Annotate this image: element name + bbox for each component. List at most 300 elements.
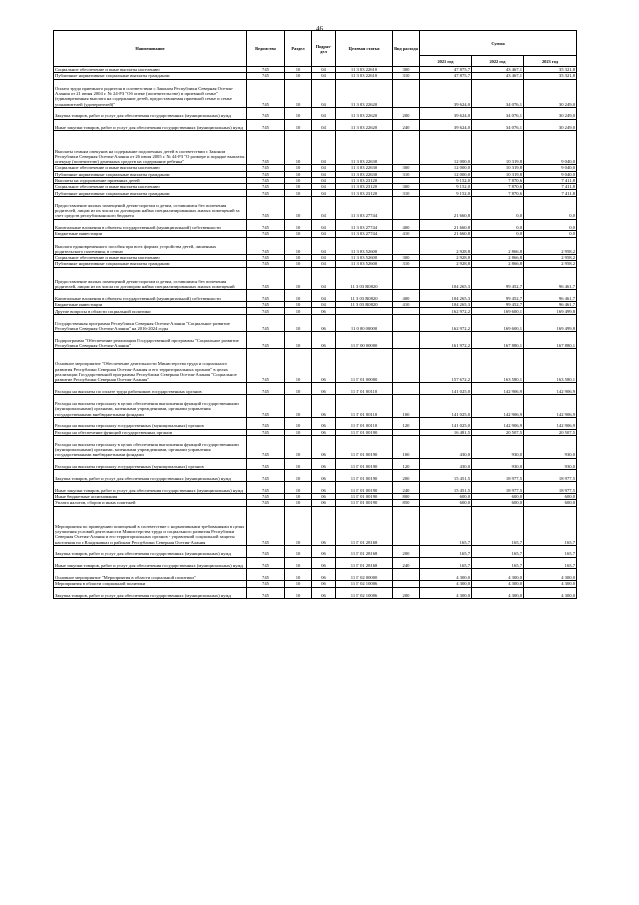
row-target-article: 11 Г 01 00000 — [336, 349, 393, 383]
row-razdel: 10 — [285, 581, 312, 587]
row-razdel: 10 — [285, 429, 312, 435]
table-row — [54, 332, 577, 349]
row-sum-2021: 141 025,0 — [420, 383, 472, 395]
row-vedomstvo: 745 — [247, 506, 285, 545]
row-razdel: 10 — [285, 231, 312, 237]
row-podrazdel: 06 — [312, 470, 336, 482]
row-target-article: 11 3 03 27744 — [336, 196, 393, 219]
row-target-article: 11 Г 01 00190 — [336, 458, 393, 470]
row-podrazdel: 04 — [312, 67, 336, 73]
row-target-article: 11 Г 01 00190 — [336, 435, 393, 458]
row-expense-type — [393, 131, 420, 165]
row-sum-2022: 142 906,9 — [472, 383, 524, 395]
row-sum-2021: 39 624,0 — [420, 119, 472, 131]
row-sum-2021: 161 972,2 — [420, 332, 472, 349]
row-razdel: 10 — [285, 383, 312, 395]
row-podrazdel: 06 — [312, 349, 336, 383]
row-name: Публичные нормативные социальные выплаты гражданам — [54, 73, 247, 79]
row-target-article: 11 3 03 52600 — [336, 237, 393, 254]
row-sum-2021: 157 672,2 — [420, 349, 472, 383]
row-target-article: 11 Г 01 00190 — [336, 429, 393, 435]
row-sum-2021: 104 265,3 — [420, 267, 472, 290]
row-expense-type — [393, 237, 420, 254]
row-sum-2021: 165,7 — [420, 506, 472, 545]
row-sum-2021: 430,0 — [420, 458, 472, 470]
row-expense-type: 310 — [393, 73, 420, 79]
row-podrazdel: 06 — [312, 557, 336, 569]
row-sum-2021: 165,7 — [420, 545, 472, 557]
row-podrazdel: 06 — [312, 569, 336, 581]
row-sum-2023: 0,0 — [524, 196, 577, 219]
row-vedomstvo: 745 — [247, 500, 285, 506]
row-expense-type — [393, 79, 420, 107]
row-vedomstvo: 745 — [247, 261, 285, 267]
row-sum-2021: 141 025,0 — [420, 394, 472, 417]
row-sum-2022: 10 319,8 — [472, 165, 524, 171]
row-target-article: 11 3 03 22610 — [336, 67, 393, 73]
row-expense-type — [393, 332, 420, 349]
row-expense-type: 300 — [393, 67, 420, 73]
row-name: Закупка товаров, работ и услуг для обеспечения государственных (муниципальных) нужд — [54, 587, 247, 599]
row-target-article: 11 3 03 22630 — [336, 171, 393, 177]
row-razdel: 10 — [285, 196, 312, 219]
row-razdel: 10 — [285, 587, 312, 599]
row-podrazdel: 04 — [312, 73, 336, 79]
row-name: Капитальные вложения в объекты государственной (муниципальной) собственности — [54, 219, 247, 231]
row-sum-2021: 12 000,0 — [420, 171, 472, 177]
row-expense-type: 120 — [393, 458, 420, 470]
table-row — [54, 587, 577, 599]
row-podrazdel: 04 — [312, 131, 336, 165]
row-sum-2021: 39 624,0 — [420, 79, 472, 107]
row-target-article: 11 3 03 23120 — [336, 184, 393, 190]
row-target-article: 11 Г 01 00110 — [336, 394, 393, 417]
row-target-article: 11 Г 01 00110 — [336, 417, 393, 429]
header-podrazdel: Подраз-дел — [312, 31, 336, 67]
row-sum-2022: 43 467,1 — [472, 73, 524, 79]
row-vedomstvo: 745 — [247, 196, 285, 219]
row-razdel: 10 — [285, 506, 312, 545]
row-vedomstvo: 745 — [247, 184, 285, 190]
row-name: Другие вопросы в области социальной политики — [54, 308, 247, 314]
row-podrazdel: 04 — [312, 261, 336, 267]
table-row — [54, 458, 577, 470]
row-name: Мероприятия в области социальной политики — [54, 581, 247, 587]
table-row — [54, 417, 577, 429]
row-name: Публичные нормативные социальные выплаты гражданам — [54, 261, 247, 267]
row-podrazdel: 06 — [312, 482, 336, 494]
header-razdel: Раздел — [285, 31, 312, 67]
row-expense-type: 850 — [393, 500, 420, 506]
row-razdel: 10 — [285, 79, 312, 107]
row-podrazdel: 04 — [312, 119, 336, 131]
row-sum-2022: 2 866,8 — [472, 237, 524, 254]
row-name: Мероприятия по приведению помещений в соответствие с нормативными требованиями в целях улучшения условий деятельности Министерства труда и социального развития Республики Северная Осетия-Алания и его территориальных органов - управлений социальной защиты населения по г.Владикавказ и районам Республики Северная Осетия-Алания — [54, 506, 247, 545]
row-vedomstvo: 745 — [247, 67, 285, 73]
row-vedomstvo: 745 — [247, 165, 285, 171]
row-expense-type — [393, 506, 420, 545]
row-sum-2023: 930,0 — [524, 435, 577, 458]
row-vedomstvo: 745 — [247, 581, 285, 587]
row-razdel: 10 — [285, 308, 312, 314]
row-sum-2022: 34 076,1 — [472, 119, 524, 131]
row-vedomstvo: 745 — [247, 569, 285, 581]
row-target-article: 11 3 03 R0820 — [336, 302, 393, 308]
row-razdel: 10 — [285, 171, 312, 177]
row-vedomstvo: 745 — [247, 190, 285, 196]
row-vedomstvo: 745 — [247, 119, 285, 131]
row-sum-2021: 12 000,0 — [420, 131, 472, 165]
row-sum-2022: 34 076,1 — [472, 107, 524, 119]
row-vedomstvo: 745 — [247, 107, 285, 119]
row-sum-2022: 930,0 — [472, 435, 524, 458]
row-sum-2023: 165,7 — [524, 506, 577, 545]
row-sum-2023: 167 880,1 — [524, 332, 577, 349]
row-name: Иные закупки товаров, работ и услуг для обеспечения государственных (муниципальных) нужд — [54, 557, 247, 569]
row-sum-2022: 165,7 — [472, 557, 524, 569]
row-sum-2021: 162 972,2 — [420, 314, 472, 331]
row-vedomstvo: 745 — [247, 470, 285, 482]
row-razdel: 10 — [285, 545, 312, 557]
row-sum-2021: 9 152,0 — [420, 177, 472, 183]
row-sum-2022: 165,7 — [472, 545, 524, 557]
row-sum-2021: 165,7 — [420, 557, 472, 569]
row-vedomstvo: 745 — [247, 237, 285, 254]
table-body — [54, 67, 577, 599]
row-name: Расходы на выплаты по оплате труда работников государственных органов — [54, 383, 247, 395]
row-sum-2023: 9 040,0 — [524, 171, 577, 177]
row-sum-2023: 35 321,8 — [524, 67, 577, 73]
budget-table — [53, 30, 577, 599]
row-name: Закупка товаров, работ и услуг для обеспечения государственных (муниципальных) нужд — [54, 107, 247, 119]
row-razdel: 10 — [285, 557, 312, 569]
row-sum-2021: 4 300,0 — [420, 587, 472, 599]
row-sum-2022: 10 319,8 — [472, 171, 524, 177]
row-sum-2022: 165,7 — [472, 506, 524, 545]
row-expense-type: 100 — [393, 435, 420, 458]
row-podrazdel: 06 — [312, 308, 336, 314]
table-row — [54, 131, 577, 165]
header-vedomstvo: Ведомство — [247, 31, 285, 67]
row-sum-2022: 18 977,5 — [472, 482, 524, 494]
row-expense-type: 300 — [393, 184, 420, 190]
row-razdel: 10 — [285, 302, 312, 308]
table-row — [54, 196, 577, 219]
row-sum-2023: 18 977,5 — [524, 482, 577, 494]
row-name: Социальное обеспечение и иные выплаты населению — [54, 67, 247, 73]
row-razdel: 10 — [285, 417, 312, 429]
table-row — [54, 506, 577, 545]
row-sum-2023: 35 321,8 — [524, 73, 577, 79]
row-expense-type: 410 — [393, 231, 420, 237]
row-name: Бюджетные инвестиции — [54, 302, 247, 308]
row-target-article: 11 3 03 23120 — [336, 177, 393, 183]
row-sum-2022: 7 870,6 — [472, 177, 524, 183]
row-sum-2023: 4 300,0 — [524, 569, 577, 581]
row-target-article: 11 3 03 52600 — [336, 261, 393, 267]
row-razdel: 10 — [285, 394, 312, 417]
row-target-article: 11 3 03 22620 — [336, 79, 393, 107]
row-podrazdel: 04 — [312, 254, 336, 260]
row-sum-2023: 18 977,5 — [524, 470, 577, 482]
row-sum-2022: 142 906,9 — [472, 394, 524, 417]
row-vedomstvo: 745 — [247, 290, 285, 302]
row-sum-2022: 0,0 — [472, 196, 524, 219]
row-vedomstvo: 745 — [247, 332, 285, 349]
row-podrazdel: 04 — [312, 237, 336, 254]
row-podrazdel: 04 — [312, 107, 336, 119]
row-sum-2022: 2 866,8 — [472, 254, 524, 260]
row-target-article: 11 3 03 22630 — [336, 131, 393, 165]
row-sum-2021: 9 152,0 — [420, 184, 472, 190]
row-sum-2021: 47 875,7 — [420, 67, 472, 73]
row-name: Предоставление жилых помещений детям-сиротам и детям, оставшимся без попечения родителей, лицам из их числа по договорам найма специализированных жилых помещений — [54, 267, 247, 290]
row-target-article: 11 3 03 27744 — [336, 219, 393, 231]
row-podrazdel: 06 — [312, 458, 336, 470]
row-sum-2021: 15 451,5 — [420, 482, 472, 494]
table-row — [54, 267, 577, 290]
row-sum-2021: 16 481,5 — [420, 429, 472, 435]
row-sum-2021: 162 972,2 — [420, 308, 472, 314]
row-podrazdel: 04 — [312, 290, 336, 302]
row-target-article: 11 Г 01 28168 — [336, 545, 393, 557]
row-name: Расходы на выплаты персоналу государственных (муниципальных) органов — [54, 417, 247, 429]
row-name: Закупка товаров, работ и услуг для обеспечения государственных (муниципальных) нужд — [54, 470, 247, 482]
row-vedomstvo: 745 — [247, 254, 285, 260]
row-name: Закупка товаров, работ и услуг для обеспечения государственных (муниципальных) нужд — [54, 545, 247, 557]
table-row — [54, 119, 577, 131]
row-target-article: 11 3 03 22620 — [336, 107, 393, 119]
row-podrazdel: 04 — [312, 231, 336, 237]
row-razdel: 10 — [285, 290, 312, 302]
row-expense-type: 410 — [393, 302, 420, 308]
row-razdel: 10 — [285, 184, 312, 190]
row-sum-2022: 43 467,1 — [472, 67, 524, 73]
row-vedomstvo: 745 — [247, 394, 285, 417]
row-razdel: 10 — [285, 349, 312, 383]
row-expense-type: 400 — [393, 219, 420, 231]
row-sum-2021: 39 624,0 — [420, 107, 472, 119]
row-sum-2023: 165,7 — [524, 545, 577, 557]
row-podrazdel: 04 — [312, 165, 336, 171]
row-vedomstvo: 745 — [247, 429, 285, 435]
row-sum-2023: 30 249,0 — [524, 107, 577, 119]
row-razdel: 10 — [285, 107, 312, 119]
row-target-article: 11 3 03 27744 — [336, 231, 393, 237]
row-podrazdel: 04 — [312, 190, 336, 196]
table-row — [54, 349, 577, 383]
row-podrazdel: 06 — [312, 332, 336, 349]
row-sum-2022: 4 300,0 — [472, 569, 524, 581]
row-sum-2022: 600,0 — [472, 494, 524, 500]
row-razdel: 10 — [285, 435, 312, 458]
row-podrazdel: 04 — [312, 219, 336, 231]
row-expense-type: 400 — [393, 290, 420, 302]
row-podrazdel: 04 — [312, 184, 336, 190]
row-vedomstvo: 745 — [247, 383, 285, 395]
row-sum-2023: 96 461,7 — [524, 302, 577, 308]
row-sum-2021: 12 000,0 — [420, 165, 472, 171]
table-row — [54, 79, 577, 107]
row-sum-2023: 142 906,9 — [524, 394, 577, 417]
row-sum-2021: 2 928,8 — [420, 254, 472, 260]
table-row — [54, 470, 577, 482]
row-sum-2022: 0,0 — [472, 231, 524, 237]
row-razdel: 10 — [285, 482, 312, 494]
row-sum-2022: 10 319,8 — [472, 131, 524, 165]
row-expense-type: 240 — [393, 557, 420, 569]
row-expense-type: 240 — [393, 119, 420, 131]
row-name: Выплаты семьям опекунов на содержание подопечных детей в соответствии с Законом Республики Северная Осетия-Алания от 26 июля 2005 г. № 44-РЗ "О размере и порядке выплаты опекуну (попечителю) денежных средств на содержание ребенка" — [54, 131, 247, 165]
row-vedomstvo: 745 — [247, 349, 285, 383]
row-target-article: 11 3 03 22610 — [336, 73, 393, 79]
row-vedomstvo: 745 — [247, 458, 285, 470]
row-expense-type — [393, 569, 420, 581]
row-razdel: 10 — [285, 119, 312, 131]
header-expense-type: Вид расхода — [393, 31, 420, 67]
row-sum-2022: 930,0 — [472, 458, 524, 470]
row-name: Капитальные вложения в объекты государственной (муниципальной) собственности — [54, 290, 247, 302]
row-razdel: 10 — [285, 165, 312, 171]
row-sum-2021: 9 152,0 — [420, 190, 472, 196]
row-expense-type: 310 — [393, 261, 420, 267]
row-name: Иные бюджетные ассигнования — [54, 494, 247, 500]
row-razdel: 10 — [285, 131, 312, 165]
row-sum-2023: 96 461,7 — [524, 267, 577, 290]
row-sum-2022: 99 452,7 — [472, 302, 524, 308]
row-sum-2023: 142 906,9 — [524, 417, 577, 429]
row-sum-2022: 169 600,1 — [472, 308, 524, 314]
row-name: Уплата налогов, сборов и иных платежей — [54, 500, 247, 506]
row-name: Публичные нормативные социальные выплаты гражданам — [54, 190, 247, 196]
row-sum-2022: 0,0 — [472, 219, 524, 231]
row-name: Расходы на обеспечение функций государственных органов — [54, 429, 247, 435]
table-row — [54, 569, 577, 581]
row-podrazdel: 06 — [312, 314, 336, 331]
row-sum-2022: 99 452,7 — [472, 267, 524, 290]
row-razdel: 10 — [285, 569, 312, 581]
row-vedomstvo: 745 — [247, 267, 285, 290]
row-podrazdel: 06 — [312, 500, 336, 506]
table-row — [54, 107, 577, 119]
row-target-article: 11 Г 01 00190 — [336, 494, 393, 500]
table-row — [54, 290, 577, 302]
row-target-article: 11 3 03 22620 — [336, 119, 393, 131]
row-expense-type: 200 — [393, 587, 420, 599]
row-podrazdel: 06 — [312, 545, 336, 557]
row-vedomstvo: 745 — [247, 587, 285, 599]
row-name: Оплата труда приемного родителя в соответствии с Законом Республики Северная Осетия-Алания от 21 июня 2004 г. № 24-РЗ "Об опеке (попечительстве) и приемной семье" (единовременная выплата на содержание детей, предоставляемая приемной семье и семье усыновителей (удочерителей)" — [54, 79, 247, 107]
row-podrazdel: 04 — [312, 79, 336, 107]
row-sum-2023: 600,0 — [524, 500, 577, 506]
row-target-article: 11 Г 01 00110 — [336, 383, 393, 395]
row-vedomstvo: 745 — [247, 482, 285, 494]
row-target-article: 11 Г 02 00000 — [336, 569, 393, 581]
row-expense-type: 310 — [393, 190, 420, 196]
row-sum-2023: 169 499,8 — [524, 308, 577, 314]
row-name: Предоставление жилых помещений детям-сиротам и детям, оставшимся без попечения родителей, лицам из их числа по договорам найма специализированных жилых помещений за счет средств республиканского бюджета — [54, 196, 247, 219]
header-sum: Сумма — [420, 31, 577, 56]
row-vedomstvo: 745 — [247, 435, 285, 458]
row-vedomstvo: 745 — [247, 557, 285, 569]
row-sum-2022: 34 076,1 — [472, 79, 524, 107]
row-name: Расходы на выплаты персоналу в целях обеспечения выполнения функций государственными (муниципальными) органами, казенными учреждениями, органами управления государственными внебюджетными фондами — [54, 435, 247, 458]
table-row — [54, 219, 577, 231]
row-target-article: 11 3 03 52600 — [336, 254, 393, 260]
row-expense-type: 300 — [393, 165, 420, 171]
row-sum-2023: 169 499,8 — [524, 314, 577, 331]
row-sum-2022: 2 866,8 — [472, 261, 524, 267]
row-target-article: 11 3 03 22630 — [336, 165, 393, 171]
row-expense-type: 120 — [393, 417, 420, 429]
row-sum-2023: 30 249,0 — [524, 119, 577, 131]
row-vedomstvo: 745 — [247, 308, 285, 314]
row-name: Публичные нормативные социальные выплаты гражданам — [54, 171, 247, 177]
row-sum-2023: 9 040,0 — [524, 165, 577, 171]
row-expense-type — [393, 267, 420, 290]
row-name: Подпрограмма "Обеспечение реализации Государственной программы "Социальное развитие Республики Северная Осетия-Алания" — [54, 332, 247, 349]
row-sum-2023: 7 411,8 — [524, 190, 577, 196]
row-sum-2023: 30 249,0 — [524, 79, 577, 107]
table-row — [54, 237, 577, 254]
row-sum-2023: 7 411,8 — [524, 177, 577, 183]
row-razdel: 10 — [285, 190, 312, 196]
row-podrazdel: 04 — [312, 267, 336, 290]
row-podrazdel: 06 — [312, 581, 336, 587]
row-vedomstvo: 745 — [247, 494, 285, 500]
row-name: Расходы на выплаты персоналу государственных (муниципальных) органов — [54, 458, 247, 470]
row-expense-type — [393, 383, 420, 395]
row-name: Основное мероприятие "Обеспечение деятельности Министерства труда и социального развития Республики Северная Осетия-Алания и его территориальных органов" в целях реализации Государственной программы Республики Северная Осетия-Алания "Социальное развитие Республики Северная Осетия-Алания" — [54, 349, 247, 383]
row-podrazdel: 06 — [312, 587, 336, 599]
row-expense-type: 300 — [393, 254, 420, 260]
row-name: Основное мероприятие "Мероприятия в области социальной политики" — [54, 569, 247, 581]
row-sum-2023: 2 958,2 — [524, 261, 577, 267]
row-sum-2021: 15 451,5 — [420, 470, 472, 482]
row-sum-2021: 600,0 — [420, 494, 472, 500]
row-sum-2022: 18 977,5 — [472, 470, 524, 482]
row-sum-2021: 600,0 — [420, 500, 472, 506]
row-name: Социальное обеспечение и иные выплаты населению — [54, 165, 247, 171]
row-vedomstvo: 745 — [247, 79, 285, 107]
row-target-article: 11 Г 01 28168 — [336, 557, 393, 569]
row-podrazdel: 06 — [312, 506, 336, 545]
row-expense-type: 200 — [393, 545, 420, 557]
row-expense-type: 310 — [393, 171, 420, 177]
row-vedomstvo: 745 — [247, 177, 285, 183]
row-sum-2021: 21 660,8 — [420, 231, 472, 237]
row-target-article: 11 Г 01 00190 — [336, 500, 393, 506]
row-razdel: 10 — [285, 177, 312, 183]
row-name: Социальное обеспечение и иные выплаты населению — [54, 254, 247, 260]
row-razdel: 10 — [285, 237, 312, 254]
row-sum-2023: 165,7 — [524, 557, 577, 569]
row-sum-2021: 104 265,3 — [420, 290, 472, 302]
row-name: Расходы на выплаты персоналу в целях обеспечения выполнения функций государственными (муниципальными) органами, казенными учреждениями, органами управления государственными внебюджетными фондами — [54, 394, 247, 417]
row-sum-2022: 7 870,6 — [472, 184, 524, 190]
row-vedomstvo: 745 — [247, 231, 285, 237]
row-sum-2023: 9 040,0 — [524, 131, 577, 165]
row-sum-2023: 4 300,0 — [524, 587, 577, 599]
row-sum-2023: 2 958,2 — [524, 237, 577, 254]
row-name: Иные закупки товаров, работ и услуг для обеспечения государственных (муниципальных) нужд — [54, 119, 247, 131]
table-row — [54, 435, 577, 458]
row-sum-2023: 7 411,8 — [524, 184, 577, 190]
row-expense-type — [393, 196, 420, 219]
row-sum-2023: 4 300,0 — [524, 581, 577, 587]
page-number: 46 — [316, 25, 323, 33]
row-sum-2022: 7 870,6 — [472, 190, 524, 196]
